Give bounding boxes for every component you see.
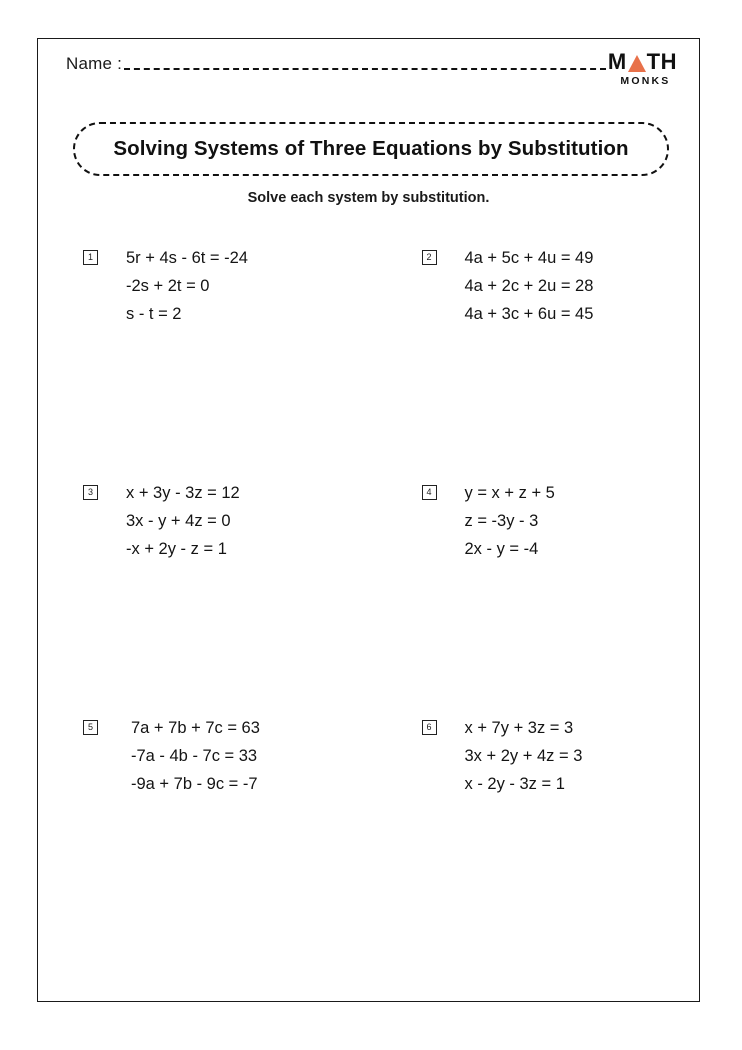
equation-list bbox=[465, 714, 583, 798]
problem-1 bbox=[38, 244, 369, 479]
equation-list bbox=[126, 244, 248, 328]
logo-letters-th: TH bbox=[646, 49, 677, 74]
equation-line: 4a + 5c + 4u = 49 bbox=[464, 249, 594, 267]
equation-line: z = -3y - 3 bbox=[464, 512, 539, 530]
problem-4 bbox=[369, 479, 700, 714]
equation-line: x + 7y + 3z = 3 bbox=[464, 719, 574, 737]
equation-list bbox=[465, 479, 555, 563]
equation-list bbox=[131, 714, 260, 798]
equation-line: x + 3y - 3z = 12 bbox=[126, 484, 240, 502]
problem-6 bbox=[369, 714, 700, 949]
problem-number-box: 2 bbox=[422, 250, 437, 265]
equation-line: y = x + z + 5 bbox=[464, 484, 555, 502]
problem-number-box: 3 bbox=[83, 485, 98, 500]
name-label: Name : bbox=[66, 54, 122, 73]
equation-line: x - 2y - 3z = 1 bbox=[464, 775, 565, 793]
equation-line: -2s + 2t = 0 bbox=[126, 277, 210, 295]
problem-2 bbox=[369, 244, 700, 479]
instructions: Solve each system by substitution. bbox=[247, 190, 490, 206]
equation-line: -7a - 4b - 7c = 33 bbox=[131, 747, 258, 765]
worksheet-header bbox=[38, 39, 699, 95]
equation-line: 4a + 3c + 6u = 45 bbox=[464, 305, 594, 323]
math-monks-logo bbox=[608, 51, 677, 87]
equation-line: 5r + 4s - 6t = -24 bbox=[126, 249, 248, 267]
problem-5 bbox=[38, 714, 369, 949]
problem-row bbox=[38, 479, 699, 714]
worksheet-page bbox=[37, 38, 700, 1002]
logo-wordmark bbox=[608, 51, 677, 73]
problem-row bbox=[38, 714, 699, 949]
equation-line: 3x - y + 4z = 0 bbox=[126, 512, 231, 530]
problem-number-box: 5 bbox=[83, 720, 98, 735]
equation-line: 4a + 2c + 2u = 28 bbox=[464, 277, 594, 295]
equation-line: -x + 2y - z = 1 bbox=[126, 540, 227, 558]
name-field-row bbox=[66, 55, 606, 73]
problem-number-box: 6 bbox=[422, 720, 437, 735]
equation-line: 3x + 2y + 4z = 3 bbox=[464, 747, 583, 765]
logo-subtext: MONKS bbox=[620, 75, 671, 87]
problem-number-box: 4 bbox=[422, 485, 437, 500]
problem-number-box: 1 bbox=[83, 250, 98, 265]
equation-line: 7a + 7b + 7c = 63 bbox=[131, 719, 260, 737]
problem-3 bbox=[38, 479, 369, 714]
logo-letter-m: M bbox=[607, 49, 627, 74]
page-title: Solving Systems of Three Equations by Substitution bbox=[113, 137, 629, 160]
equation-list bbox=[126, 479, 240, 563]
equation-line: s - t = 2 bbox=[126, 305, 182, 323]
equation-line: 2x - y = -4 bbox=[464, 540, 539, 558]
equation-line: -9a + 7b - 9c = -7 bbox=[131, 775, 258, 793]
triangle-icon bbox=[628, 55, 646, 72]
problem-grid bbox=[38, 244, 699, 949]
problem-row bbox=[38, 244, 699, 479]
title-banner bbox=[73, 122, 669, 176]
equation-list bbox=[465, 244, 594, 328]
name-input-line[interactable] bbox=[124, 68, 606, 70]
